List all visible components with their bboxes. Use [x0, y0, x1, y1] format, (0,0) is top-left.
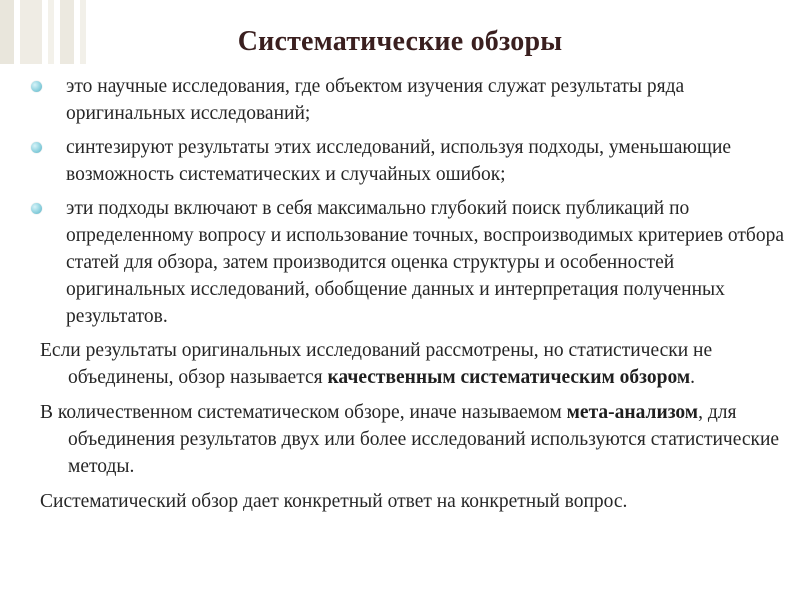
- bullet-item: [28, 73, 790, 127]
- bullet-text: синтезируют результаты этих исследований, используя подходы, уменьшающие возможность систематических и случайных ошибок;: [66, 137, 732, 185]
- paragraph-text: Если результаты оригинальных исследований рассмотрены, но статистически не объединены, обзор называется: [40, 340, 713, 388]
- bold-term: качественным систематическим обзором: [327, 367, 691, 388]
- bullet-list: [28, 73, 790, 330]
- qualitative-review-paragraph: [28, 337, 790, 391]
- circle-bullet-icon: [31, 203, 42, 214]
- slide-title: Систематические обзоры: [237, 26, 563, 57]
- bullet-item: [28, 195, 790, 330]
- meta-analysis-paragraph: [28, 399, 790, 480]
- bullet-text: эти подходы включают в себя максимально глубокий поиск публикаций по определенному вопросу и использование точных, воспроизводимых критериев отбора статей для обзора, затем производится оценка структуры и особенностей оригинальных исследований, обобщение данных и интерпретация полученных результатов.: [66, 198, 785, 327]
- conclusion-paragraph: [28, 488, 790, 515]
- paragraph-text: , для объединения результатов двух или более исследований используются статистические методы.: [68, 402, 780, 477]
- circle-bullet-icon: [31, 142, 42, 153]
- paragraph-text: .: [690, 367, 696, 388]
- bullet-text: это научные исследования, где объектом изучения служат результаты ряда оригинальных исследований;: [66, 76, 685, 124]
- bullet-item: [28, 134, 790, 188]
- paragraph-text: Систематический обзор дает конкретный ответ на конкретный вопрос.: [40, 491, 628, 512]
- circle-bullet-icon: [31, 81, 42, 92]
- slide-content: [28, 73, 790, 523]
- paragraph-text: В количественном систематическом обзоре, иначе называемом: [40, 402, 567, 423]
- bold-term: мета-анализом: [566, 402, 699, 423]
